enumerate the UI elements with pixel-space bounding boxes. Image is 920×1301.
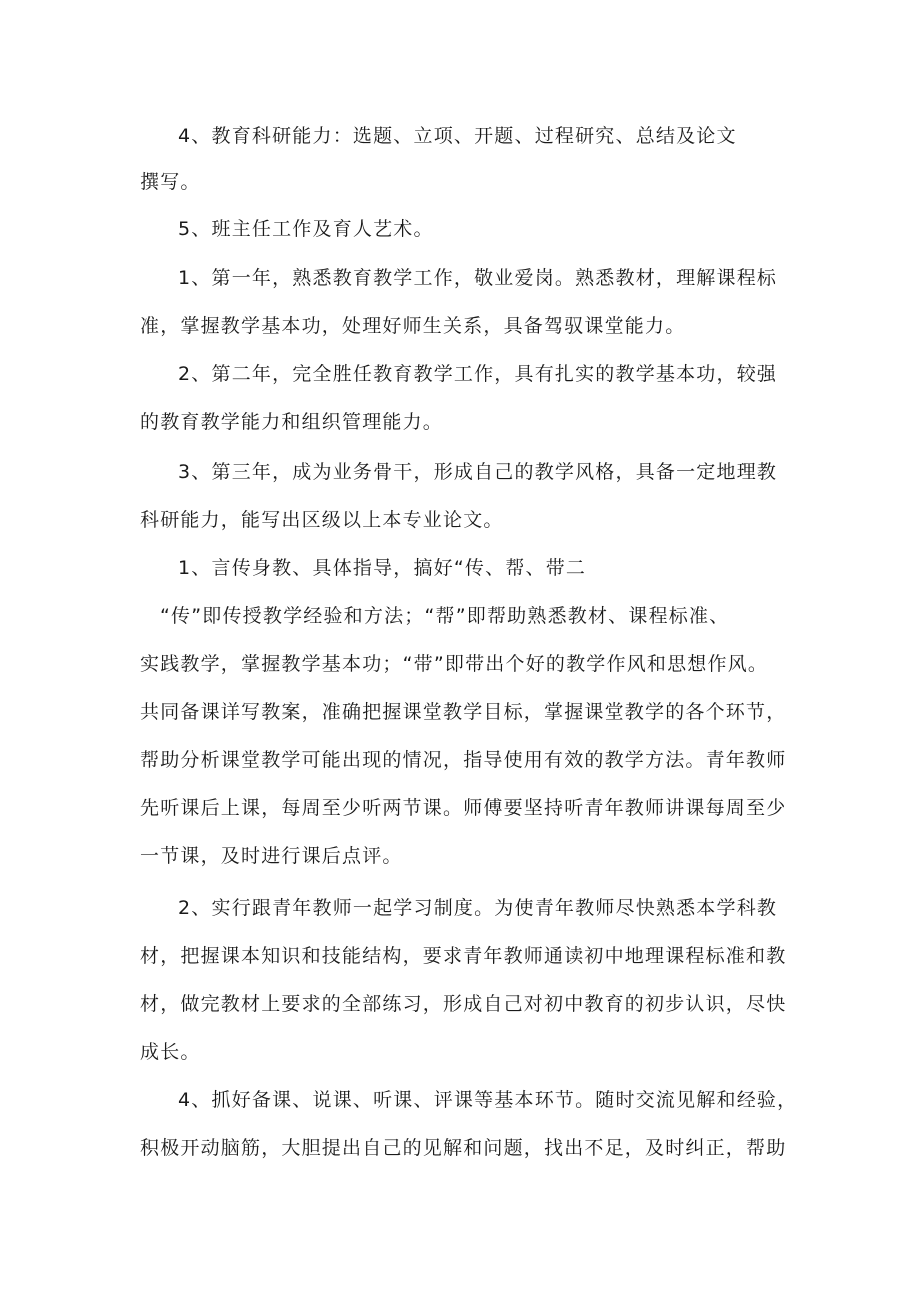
text-line-21: 4、抓好备课、说课、听课、评课等基本环节。随时交流见解和经验， bbox=[178, 1089, 798, 1111]
text-line-15: 先听课后上课，每周至少听两节课。师傅要坚持听青年教师讲课每周至少 bbox=[140, 797, 787, 819]
text-line-8: 3、第三年，成为业务骨干，形成自己的教学风格，具备一定地理教 bbox=[178, 461, 778, 483]
text-line-17: 2、实行跟青年教师一起学习制度。为使青年教师尽快熟悉本学科教 bbox=[178, 897, 778, 919]
text-line-19: 材，做完教材上要求的全部练习，形成自己对初中教育的初步认识，尽快 bbox=[140, 993, 787, 1015]
text-line-12: 实践教学，掌握教学基本功；“带”即带出个好的教学作风和思想作风。 bbox=[140, 653, 769, 675]
text-line-10: 1、言传身教、具体指导，搞好“传、帮、带二 bbox=[178, 557, 587, 579]
text-line-9: 科研能力，能写出区级以上本专业论文。 bbox=[140, 509, 504, 531]
text-line-14: 帮助分析课堂教学可能出现的情况，指导使用有效的教学方法。青年教师 bbox=[140, 749, 787, 771]
text-line-18: 材，把握课本知识和技能结构，要求青年教师通读初中地理课程标准和教 bbox=[140, 945, 787, 967]
text-line-16: 一节课，及时进行课后点评。 bbox=[140, 845, 403, 867]
text-line-6: 2、第二年，完全胜任教育教学工作，具有扎实的教学基本功，较强 bbox=[178, 363, 778, 385]
text-line-7: 的教育教学能力和组织管理能力。 bbox=[140, 411, 444, 433]
text-line-2: 撰写。 bbox=[140, 171, 201, 193]
text-line-22: 积极开动脑筋，大胆提出自己的见解和问题，找出不足，及时纠正，帮助 bbox=[140, 1137, 787, 1159]
text-line-3: 5、班主任工作及育人艺术。 bbox=[178, 218, 434, 240]
text-line-5: 准，掌握教学基本功，处理好师生关系，具备驾驭课堂能力。 bbox=[140, 315, 686, 337]
text-line-20: 成长。 bbox=[140, 1041, 201, 1063]
text-line-13: 共同备课详写教案，准确把握课堂教学目标，掌握课堂教学的各个环节， bbox=[140, 701, 787, 723]
text-line-4: 1、第一年，熟悉教育教学工作，敬业爱岗。熟悉教材，理解课程标 bbox=[178, 267, 778, 289]
text-line-11: “传”即传授教学经验和方法；“帮”即帮助熟悉教材、课程标准、 bbox=[160, 605, 730, 627]
text-line-1: 4、教育科研能力：选题、立项、开题、过程研究、总结及论文 bbox=[178, 125, 737, 147]
